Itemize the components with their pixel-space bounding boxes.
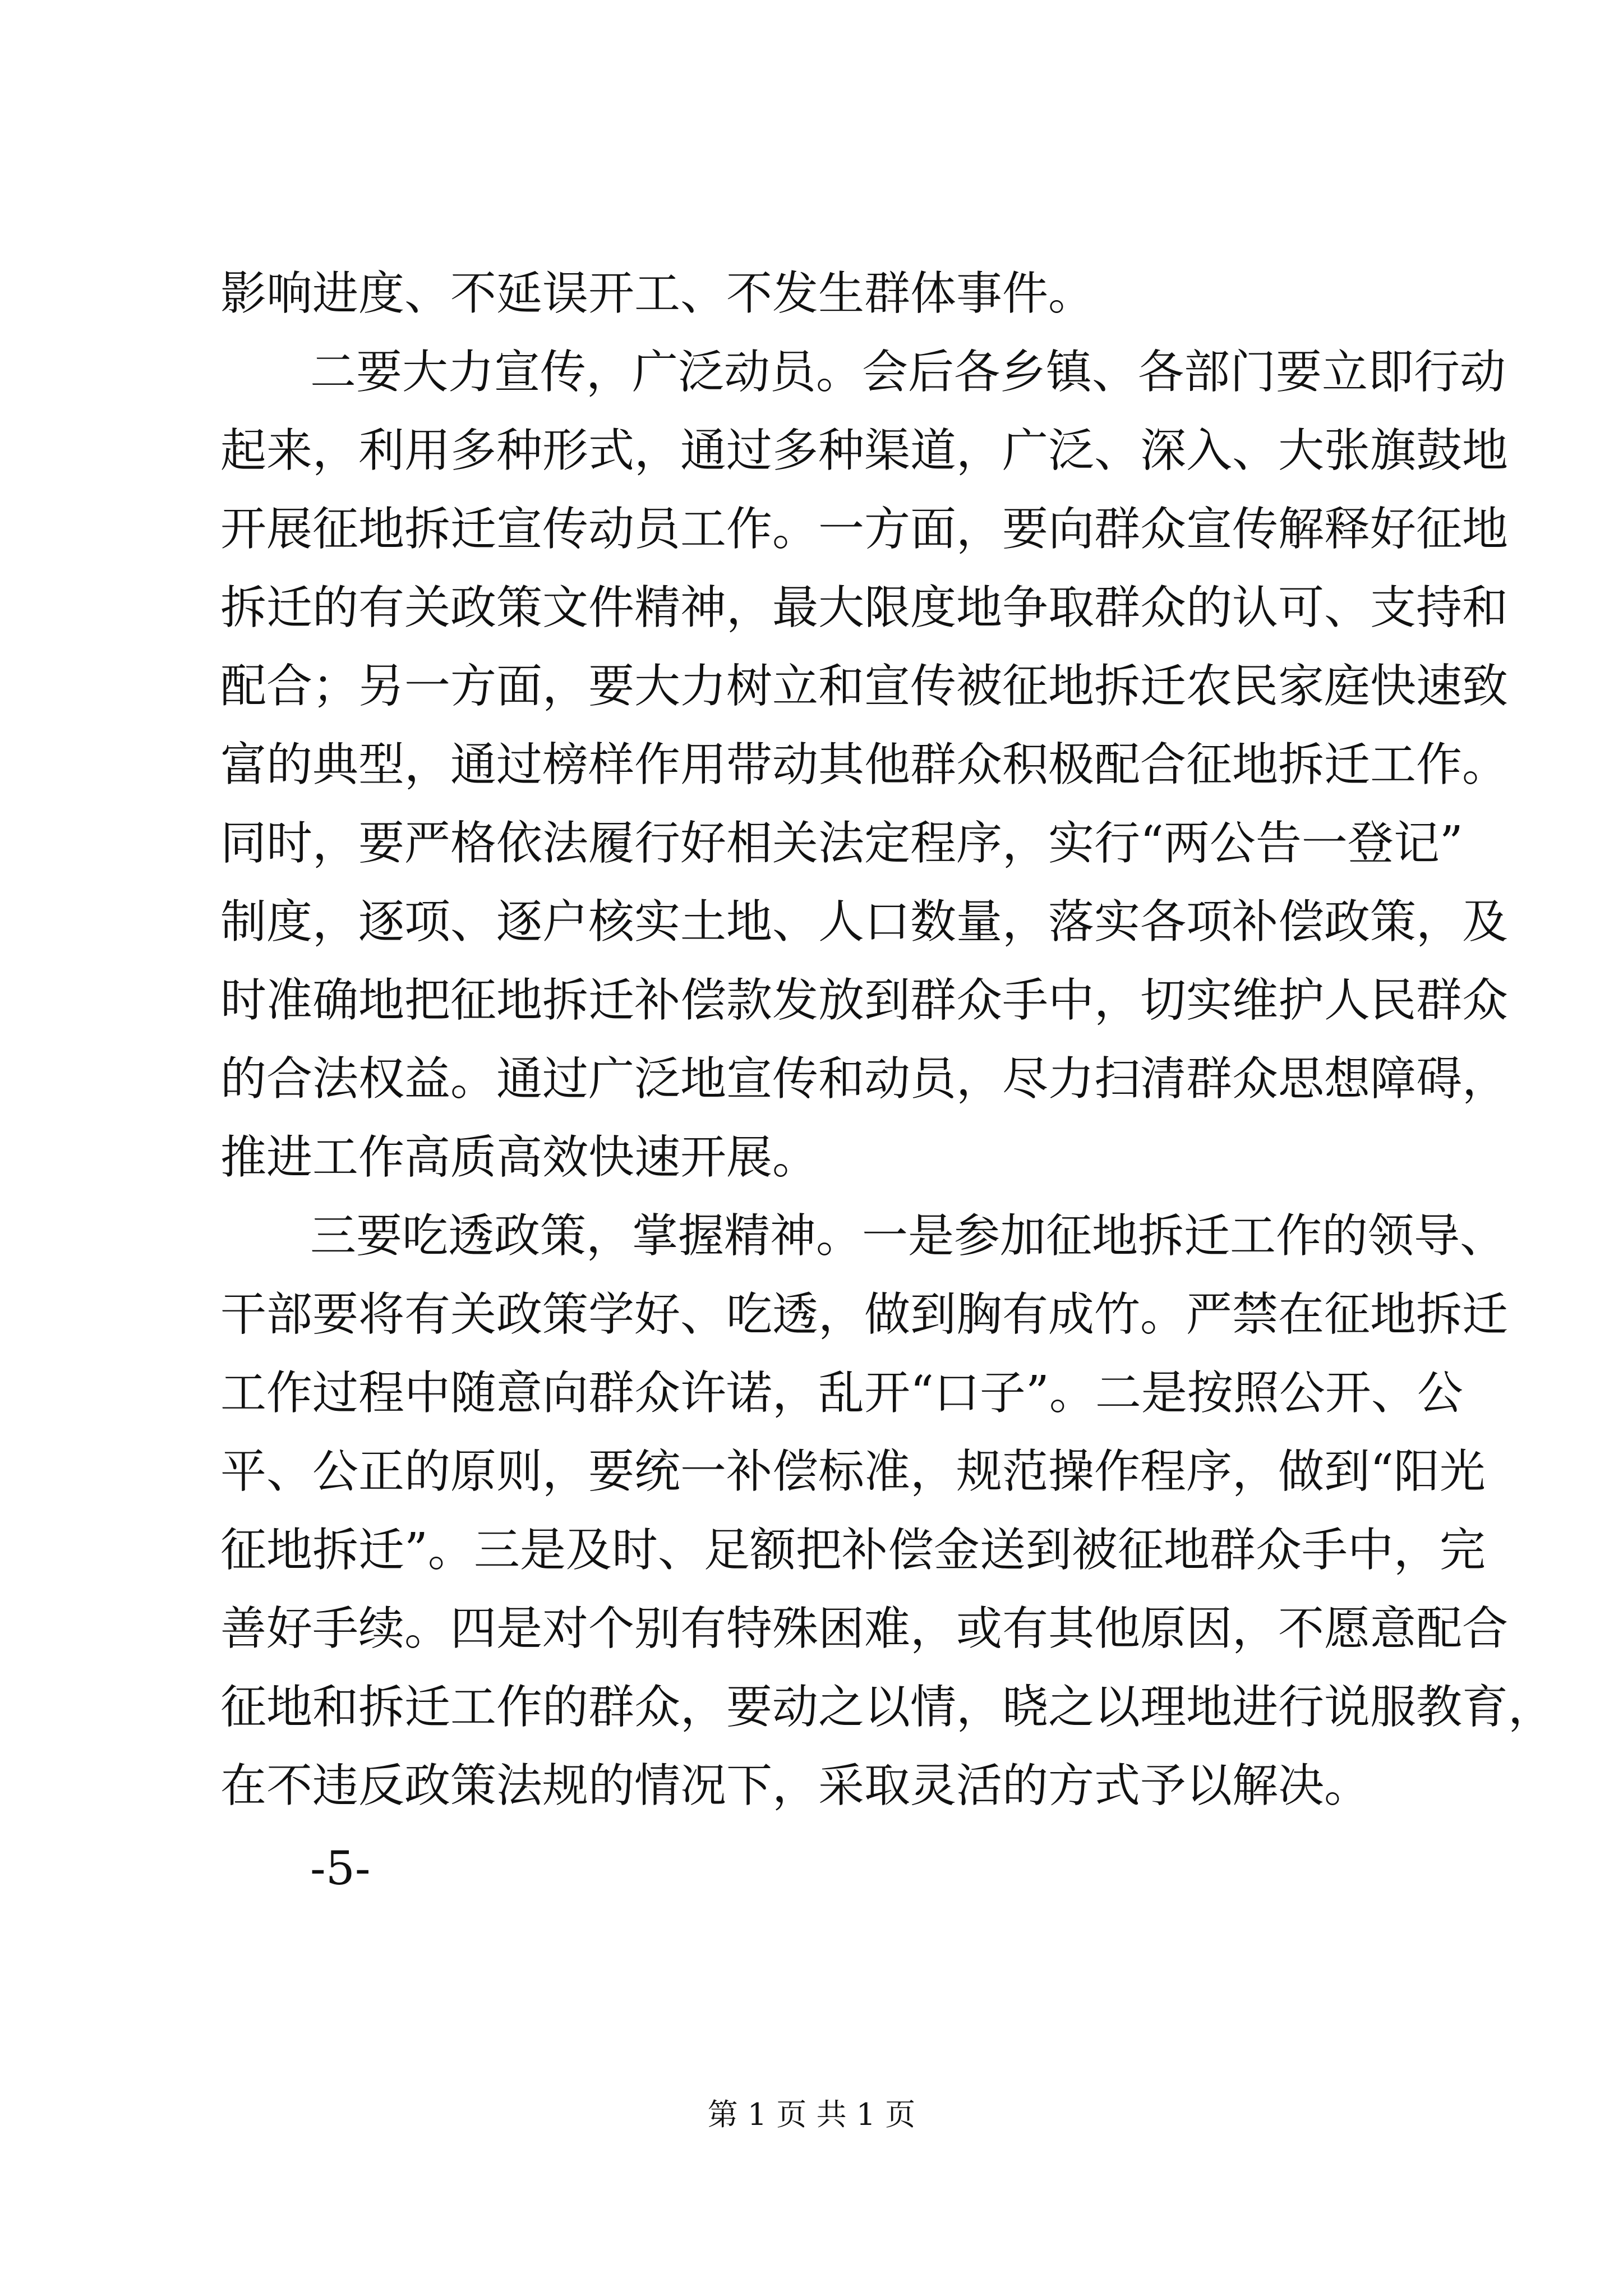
page-footer: 第 1 页 共 1 页 (707, 2097, 916, 2132)
paragraph-2-line-7: 同时，要严格依法履行好相关法定程序，实行“两公告一登记” (220, 817, 1463, 870)
paragraph-3-line-2: 干部要将有关政策学好、吃透，做到胸有成竹。严禁在征地拆迁 (220, 1288, 1509, 1341)
paragraph-3-line-4: 平、公正的原则，要统一补偿标准，规范操作程序，做到“阳光 (220, 1445, 1486, 1498)
paragraph-1-line-1: 影响进度、不延误开工、不发生群体事件。 (220, 267, 1095, 320)
paragraph-3-line-8: 在不违反政策法规的情况下，采取灵活的方式予以解决。 (220, 1759, 1371, 1812)
paragraph-2-line-10: 的合法权益。通过广泛地宣传和动员，尽力扫清群众思想障碍， (220, 1052, 1509, 1106)
paragraph-3-line-7: 征地和拆迁工作的群众，要动之以情，晓之以理地进行说服教育， (220, 1681, 1555, 1734)
paragraph-2-line-6: 富的典型，通过榜样作用带动其他群众积极配合征地拆迁工作。 (220, 738, 1509, 792)
paragraph-3-line-5: 征地拆迁”。三是及时、足额把补偿金送到被征地群众手中，完 (220, 1524, 1486, 1577)
paragraph-3-line-6: 善好手续。四是对个别有特殊困难，或有其他原因，不愿意配合 (220, 1602, 1509, 1655)
paragraph-2-line-9: 时准确地把征地拆迁补偿款发放到群众手中，切实维护人民群众 (220, 974, 1509, 1027)
paragraph-2-line-8: 制度，逐项、逐户核实土地、人口数量，落实各项补偿政策，及 (220, 895, 1509, 949)
paragraph-2-line-3: 开展征地拆迁宣传动员工作。一方面，要向群众宣传解释好征地 (220, 503, 1509, 556)
paragraph-2-line-5: 配合；另一方面，要大力树立和宣传被征地拆迁农民家庭快速致 (220, 660, 1509, 713)
paragraph-2-line-1: 二要大力宣传，广泛动员。会后各乡镇、各部门要立即行动 (310, 346, 1506, 399)
page-number-marker: -5- (310, 1842, 371, 1895)
paragraph-2-line-4: 拆迁的有关政策文件精神，最大限度地争取群众的认可、支持和 (220, 581, 1509, 634)
paragraph-2-line-11: 推进工作高质高效快速开展。 (220, 1131, 819, 1184)
paragraph-2-line-2: 起来，利用多种形式，通过多种渠道，广泛、深入、大张旗鼓地 (220, 424, 1509, 477)
paragraph-3-line-3: 工作过程中随意向群众许诺，乱开“口子”。二是按照公开、公 (220, 1366, 1463, 1420)
paragraph-3-line-1: 三要吃透政策，掌握精神。一是参加征地拆迁工作的领导、 (310, 1209, 1506, 1263)
